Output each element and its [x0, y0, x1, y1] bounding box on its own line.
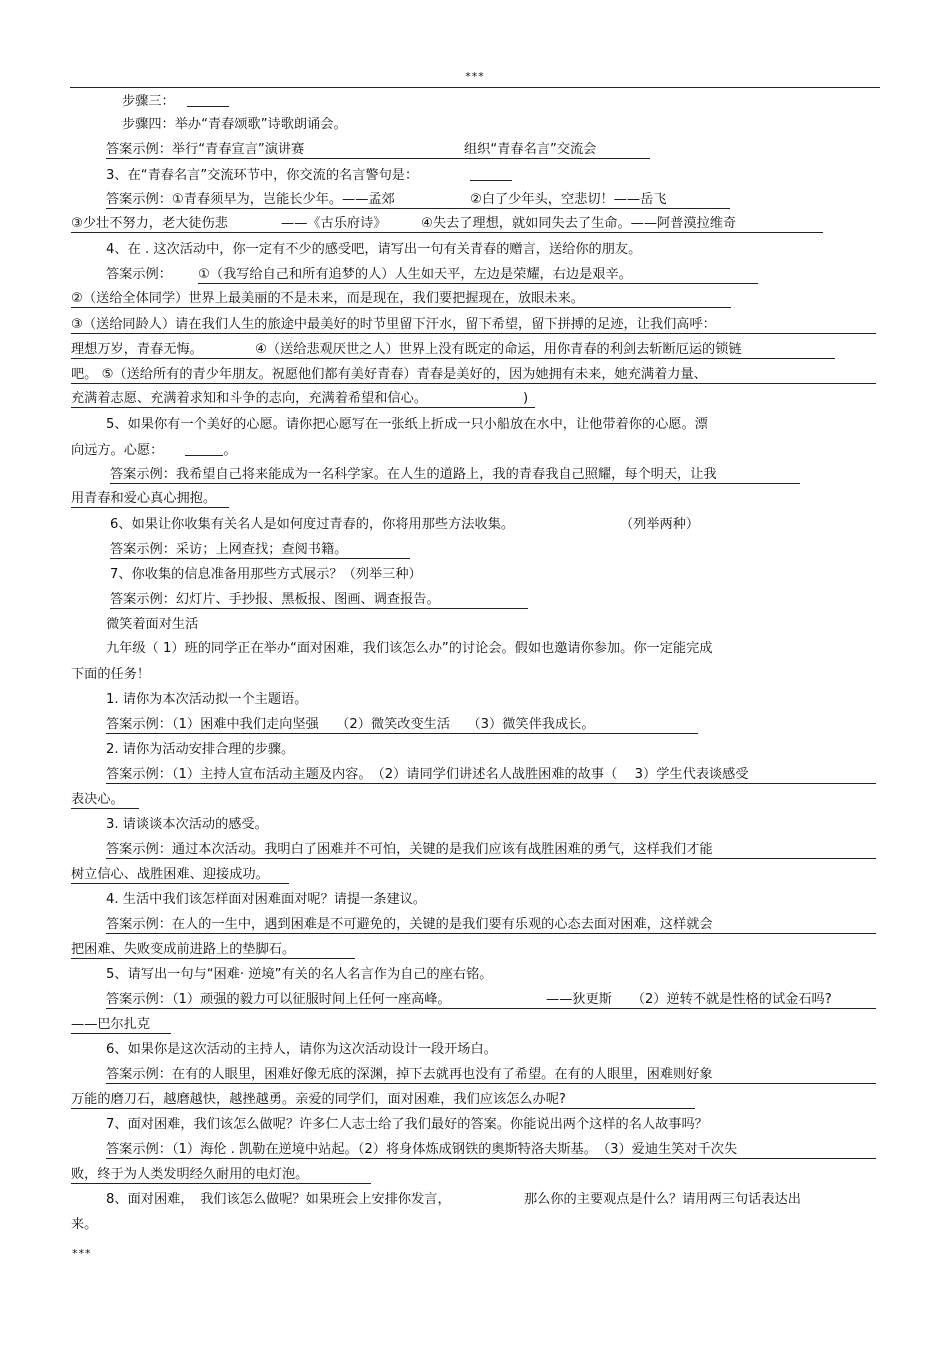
question-7: 7、你收集的信息准备用那些方式展示？（列举三种） [110, 567, 422, 582]
answer-line: 败，终于为人类发明经久耐用的电灯泡。 [71, 1166, 371, 1184]
header-rule [70, 87, 880, 88]
answer-line: 答案示例：在人的一生中，遇到困难是不可避免的，关键的是我们要有乐观的心态去面对困难，这样就会 [106, 916, 876, 934]
answer-line: 理想万岁，青春无悔。 ④（送给悲观厌世之人）世界上没有既定的命运，用你青春的利剑去斩断厄运的锁链 [71, 341, 835, 359]
answer-line: 答案示例：（1）海伦 . 凯勒在逆境中站起。（2）将身体炼成钢铁的奥斯特洛夫斯基。 （3）爱迪生笑对千次失 [106, 1141, 876, 1159]
answer-line: 答案示例：（1）困难中我们走向坚强 （2）微笑改变生活 （3）微笑伴我成长。 [106, 716, 698, 734]
task-5: 5、请写出一句与“困难· 逆境”有关的名人名言作为自己的座右铭。 [106, 967, 493, 982]
task-6: 6、如果你是这次活动的主持人，请你为这次活动设计一段开场白。 [106, 1042, 497, 1057]
text-line: 步骤三： [122, 92, 229, 111]
section-title: 微笑着面对生活 [106, 617, 199, 632]
text-line: 下面的任务！ [71, 667, 151, 682]
answer-line: 答案示例：（1）主持人宣布活动主题及内容。 （2）请同学们讲述名人战胜困难的故事（ 3）学生代表谈感受 [106, 766, 876, 784]
answer-line: 充满着志愿、充满着求知和斗争的志向，充满着希望和信心。 ) [71, 390, 535, 408]
answer-line: 答案示例：①青春须早为，岂能长少年。——孟郊 ②白了少年头，空悲切！——岳飞 [106, 191, 730, 209]
answer-line: 把困难、失败变成前进路上的垫脚石。 [71, 941, 355, 959]
task-4: 4. 生活中我们该怎样面对困难面对呢？请提一条建议。 [106, 892, 427, 907]
answer-line: 吧。 ⑤（送给所有的青少年朋友。祝愿他们都有美好青春）青春是美好的，因为她拥有未来，她充满着力量、 [71, 366, 876, 384]
answer-line: 答案示例：采访；上网查找；查阅书籍。 [110, 541, 410, 559]
text-line: 向远方。心愿： 。 [71, 443, 237, 458]
task-3: 3. 请谈谈本次活动的感受。 [106, 817, 268, 832]
answer-line: 答案示例：我希望自己将来能成为一名科学家。在人生的道路上，我的青春我自己照耀，每个明天，让我 [110, 466, 800, 484]
task-1: 1. 请你为本次活动拟一个主题语。 [106, 692, 308, 707]
text-line: 步骤四：举办“青春颂歌”诗歌朗诵会。 [122, 117, 347, 132]
answer-line: 表决心。 [71, 791, 139, 809]
answer-line: ——巴尔扎克 [71, 1016, 171, 1034]
task-7: 7、面对困难，我们该怎么做呢？许多仁人志士给了我们最好的答案。你能说出两个这样的名人故事吗？ [106, 1117, 708, 1132]
header-mark: *** [465, 70, 485, 83]
text-line: 来。 [71, 1217, 98, 1232]
answer-blank [470, 166, 512, 181]
answer-blank [185, 441, 223, 456]
question-5: 5、如果你有一个美好的心愿。请你把心愿写在一张纸上折成一只小船放在水中，让他带着你的心愿。漂 [106, 417, 708, 432]
answer-line: ③少壮不努力，老大徒伤悲 ——《古乐府诗》 ④失去了理想，就如同失去了生命。——阿普漠拉维奇 [71, 215, 823, 233]
question-3: 3、在“青春名言”交流环节中，你交流的名言警句是： [106, 166, 512, 185]
answer-line: ③（送给同龄人）请在我们人生的旅途中最美好的时节里留下汗水，留下希望，留下拼搏的足迹，让我们高呼： [71, 316, 876, 334]
answer-line: 万能的磨刀石，越磨越快，越挫越勇。亲爱的同学们，面对困难，我们应该怎么办呢? [71, 1091, 695, 1109]
answer-line: ②（送给全体同学）世界上最美丽的不是未来，而是现在，我们要把握现在，放眼未来。 [71, 290, 731, 308]
answer-line: 答案示例： ①（我写给自己和所有追梦的人）人生如天平，左边是荣耀，右边是艰辛。 [106, 266, 758, 284]
answer-line: 答案示例：幻灯片、手抄报、黑板报、图画、调查报告。 [110, 591, 528, 609]
answer-blank [187, 92, 229, 107]
question-6: 6、如果让你收集有关名人是如何度过青春的，你将用那些方法收集。 （列举两种） [110, 517, 700, 532]
answer-line: 树立信心、战胜困难、迎接成功。 [71, 866, 289, 884]
answer-line: 答案示例：（1）顽强的毅力可以征服时间上任何一座高峰。 ——狄更斯 （2）逆转不就是性格的试金石吗? [106, 991, 876, 1009]
answer-line: 用青春和爱心真心拥抱。 [71, 490, 229, 508]
text-line: 九年级（ 1）班的同学正在举办“面对困难，我们该怎么办”的讨论会。假如也邀请你参加。你一定能完成 [106, 641, 713, 656]
answer-line: 答案示例：在有的人眼里，困难好像无底的深渊，掉下去就再也没有了希望。在有的人眼里，困难则好象 [106, 1066, 876, 1084]
answer-line: 答案示例：举行“青春宣言”演讲赛 组织“青春名言”交流会 [106, 141, 650, 159]
question-4: 4、在 . 这次活动中，你一定有不少的感受吧，请写出一句有关青春的赠言，送给你的朋友。 [106, 242, 642, 257]
footer-mark: *** [72, 1247, 92, 1260]
answer-line: 答案示例：通过本次活动。我明白了困难并不可怕，关键的是我们应该有战胜困难的勇气，这样我们才能 [106, 841, 876, 859]
task-2: 2. 请你为活动安排合理的步骤。 [106, 742, 295, 757]
task-8: 8、面对困难， 我们该怎么做呢？如果班会上安排你发言， 那么你的主要观点是什么？请用两三句话表达出 [106, 1192, 801, 1207]
